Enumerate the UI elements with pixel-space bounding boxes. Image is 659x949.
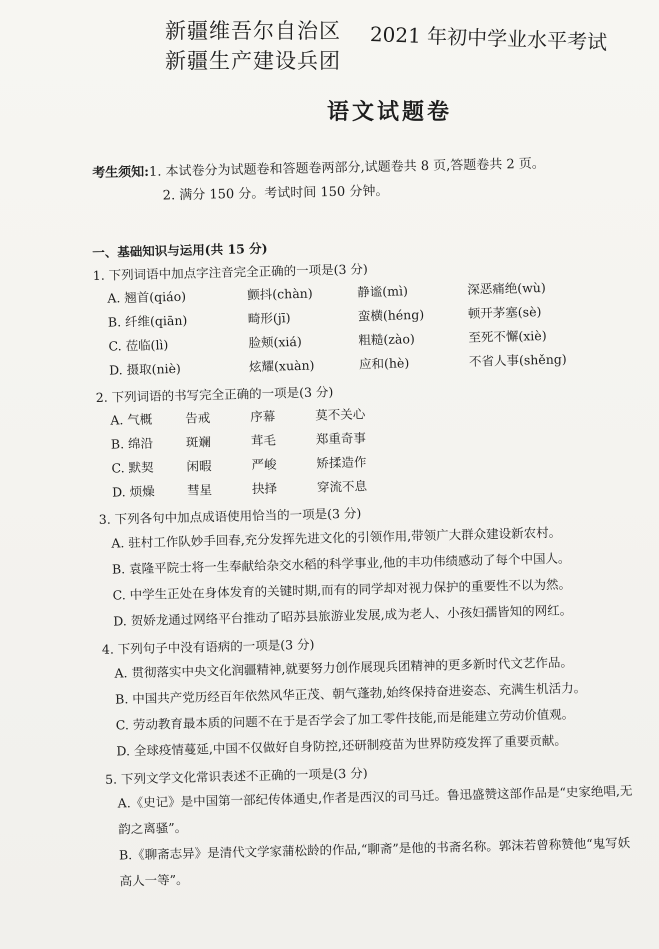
option-cell: 茸毛 — [250, 432, 277, 449]
section-heading: 一、基础知识与运用(共 15 分) — [92, 240, 268, 260]
question-stem: 4. 下列句子中没有语病的一项是(3 分) — [101, 636, 315, 657]
region-header — [165, 16, 341, 76]
question-4 — [102, 626, 635, 765]
question-5 — [105, 756, 638, 895]
option-cell: 抉择 — [251, 480, 278, 497]
option-cell: 脸颊(xiá) — [248, 333, 302, 351]
option-cell: 蛮横(héng) — [357, 306, 425, 324]
option-cell: 深恶痛绝(wù) — [467, 279, 546, 297]
option-cell: 静谧(mì) — [357, 283, 409, 300]
region-line-2: 新疆生产建设兵团 — [165, 49, 341, 73]
option-d: D. 贺娇龙通过网络平台推动了昭苏县旅游业发展,成为老人、小孩妇孺皆知的网红。 — [113, 602, 573, 629]
question-1 — [93, 252, 626, 383]
option-c: C. 劳动教育最本质的问题不在于是否学会了加工零件技能,而是能建立劳动价值观。 — [115, 706, 575, 733]
option-cell: B. 纤维(qiān) — [107, 312, 188, 330]
option-cell: C. 默契 — [111, 459, 154, 476]
option-cell: 顿开茅塞(sè) — [467, 304, 542, 321]
paper-title: 语文试题卷 — [327, 99, 453, 125]
question-stem: 3. 下列各句中加点成语使用恰当的一项是(3 分) — [98, 505, 362, 527]
option-c: C. 中学生正处在身体发育的关键时期,而有的同学却对视力保护的重要性不以为然。 — [112, 576, 572, 603]
option-cell: 莫不关心 — [315, 406, 366, 423]
candidate-notice — [92, 151, 613, 210]
questions-body — [92, 230, 638, 895]
notice-item-1: 1. 本试卷分为试题卷和答题卷两部分,试题卷共 8 页,答题卷共 2 页。 — [148, 156, 545, 180]
option-cell: 严峻 — [251, 456, 277, 473]
option-d: D. 全球疫情蔓延,中国不仅做好自身防控,还研制疫苗为世界防疫发挥了重要贡献。 — [116, 732, 567, 759]
question-3 — [98, 496, 631, 635]
question-stem: 5. 下列文学文化常识表述不正确的一项是(3 分) — [104, 765, 368, 787]
option-grid — [96, 396, 628, 505]
option-cell: 斑斓 — [185, 434, 212, 450]
option-cell: 粗糙(zào) — [358, 331, 415, 348]
option-cell: B. 绵沿 — [110, 435, 154, 452]
option-a: A. 贯彻落实中央文化润疆精神,就要努力创作展现兵团精神的更多新时代文艺作品。 — [114, 654, 574, 681]
option-cell: A. 翘首(qiáo) — [107, 288, 187, 306]
option-cell: C. 莅临(lì) — [108, 337, 169, 354]
option-cell: 至死不懈(xiè) — [468, 327, 547, 345]
option-grid — [93, 274, 625, 383]
option-a: A. 驻村工作队妙手回春,充分发挥先进文化的引领作用,带领广大群众建设新农村。 — [111, 524, 562, 551]
notice-label: 考生须知: — [92, 164, 150, 181]
question-stem: 1. 下列词语中加点字注音完全正确的一项是(3 分) — [92, 261, 368, 283]
option-cell: 闲暇 — [186, 458, 212, 474]
option-cell: 颤抖(chàn) — [247, 285, 313, 303]
question-2 — [96, 374, 629, 505]
exam-name: 2021 年初中学业水平考试 — [369, 22, 608, 55]
option-a: A.《史记》是中国第一部纪传体通史,作者是西汉的司马迁。鲁迅盛赞这部作品是“史家绝唱,无韵之离骚”。 — [117, 782, 633, 837]
option-cell: 不省人事(shěng) — [468, 351, 567, 369]
option-cell: D. 摄取(niè) — [108, 360, 182, 378]
region-line-1: 新疆维吾尔自治区 — [165, 19, 341, 43]
option-cell: 炫耀(xuàn) — [248, 357, 315, 375]
option-cell: 应和(hè) — [358, 355, 410, 372]
notice-item-2: 2. 满分 150 分。考试时间 150 分钟。 — [162, 183, 389, 204]
option-cell: 穿流不息 — [316, 478, 368, 495]
option-cell: 畸形(jī) — [247, 310, 291, 327]
option-cell: D. 烦燥 — [111, 483, 155, 500]
option-cell: 序幕 — [250, 408, 276, 425]
option-cell: 矫揉造作 — [316, 454, 367, 471]
option-cell: A. 气概 — [110, 411, 153, 428]
option-b: B. 袁隆平院士将一生奉献给杂交水稻的科学事业,他的丰功伟绩感动了每个中国人。 — [111, 550, 571, 577]
option-b: B. 中国共产党历经百年依然风华正茂、朝气蓬勃,始终保持奋进姿态、充满生机活力。 — [114, 680, 587, 707]
option-b: B.《聊斋志异》是清代文学家蒲松龄的作品,“聊斋”是他的书斋名称。郭沫若曾称赞他“鬼写妖高人一等”。 — [118, 835, 631, 889]
question-stem: 2. 下列词语的书写完全正确的一项是(3 分) — [95, 384, 334, 405]
option-cell: 彗星 — [186, 482, 213, 498]
option-cell: 告戒 — [185, 410, 211, 426]
option-cell: 郑重奇事 — [315, 430, 367, 447]
